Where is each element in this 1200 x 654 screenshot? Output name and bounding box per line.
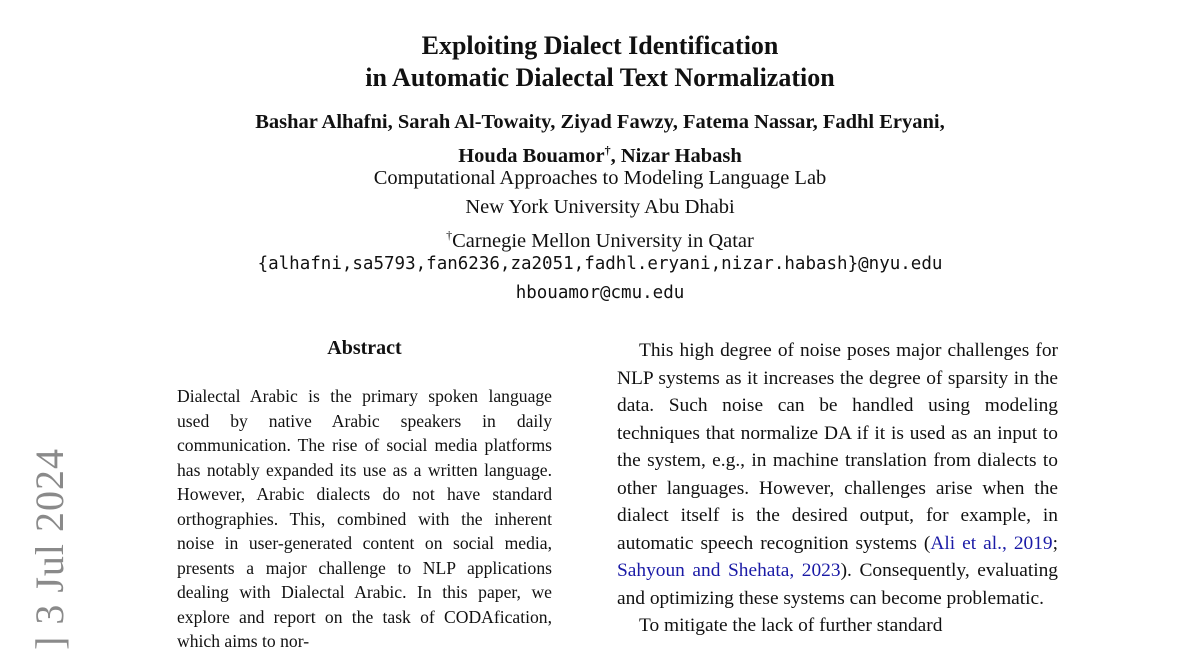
abstract-body [177,384,552,654]
affiliation-university: New York University Abu Dhabi [465,195,735,218]
author-list [0,108,1200,170]
affiliation-cmu-text: Carnegie Mellon University in Qatar [452,229,754,252]
abstract-text: Dialectal Arabic is the primary spoken language used by native Arabic speakers in daily communication. The rise of social media platforms has notably expanded its use as a written language. However, Arabic dialects do not have standard orthographies. This, combined with the inherent noise in user-generated content on social media, presents a major challenge to NLP applications dealing with Dialectal Arabic. In this paper, we explore and report on the task of CODAfication, which aims to nor- [177,386,552,651]
dagger-mark: † [604,143,611,157]
affiliations [0,164,1200,255]
citation-link[interactable]: Ali et al., 2019 [930,532,1053,554]
email-line-2: hbouamor@cmu.edu [515,283,685,303]
paragraph-text: ). Consequently, evaluating and optimizing these systems can become problematic. [617,560,1058,609]
abstract-heading: Abstract [327,337,402,359]
paper-title [0,30,1200,94]
authors-line-1: Bashar Alhafni, Sarah Al-Towaity, Ziyad Fawzy, Fatema Nassar, Fadhl Eryani, [255,111,945,133]
affiliation-lab: Computational Approaches to Modeling Language Lab [373,167,827,189]
author-name: , Nizar Habash [610,144,742,167]
author-name: Houda Bouamor [458,144,605,167]
paragraph-text: This high degree of noise poses major challenges for NLP systems as it increases the degree of sparsity in the data. Such noise can be handled using modeling techniques that normalize DA if it is used as an input to the system, e.g., in machine translation from dialects to other languages. However, challenges arise when the dialect itself is the desired output, for example, in automatic speech recognition systems ( [617,340,1058,554]
paragraph: To mitigate the lack of further standard [639,615,943,636]
title-line-2: in Automatic Dialectal Text Normalization [365,63,835,92]
paragraph [617,337,1058,612]
title-line-1: Exploiting Dialect Identification [421,31,779,60]
citation-separator: ; [1052,532,1058,554]
introduction-body [617,337,1058,640]
emails [0,250,1200,308]
dagger-mark: † [446,228,453,242]
email-line-1: {alhafni,sa5793,fan6236,za2051,fadhl.eryani,nizar.habash}@nyu.edu [257,254,943,274]
citation-link[interactable]: Sahyoun and Shehata, 2023 [617,560,841,581]
arxiv-stamp: ] 3 Jul 2024 [27,448,72,650]
